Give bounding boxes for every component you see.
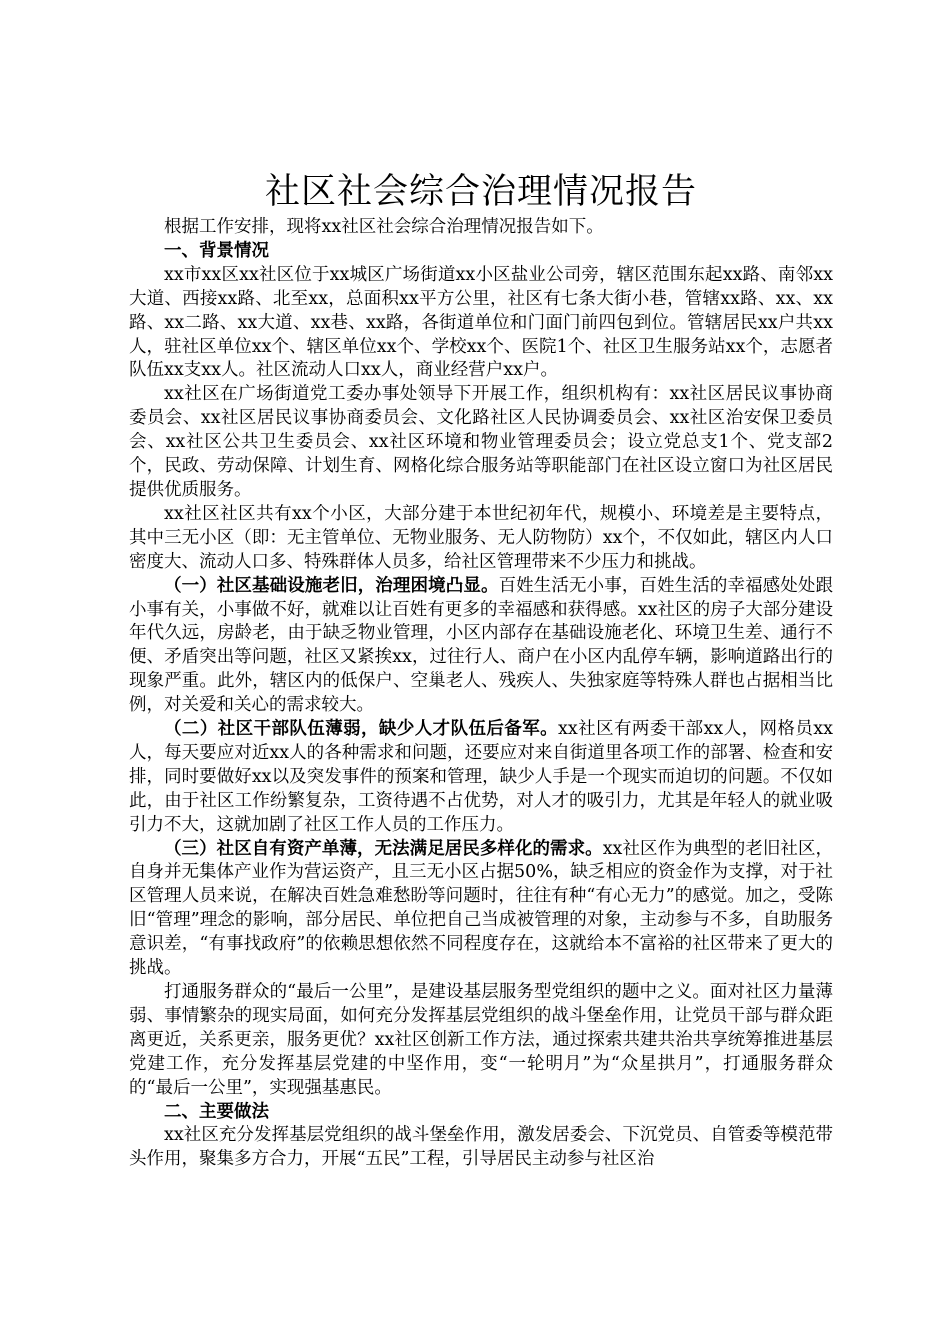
intro-paragraph: 根据工作安排，现将xx社区社会综合治理情况报告如下。 [164, 217, 604, 237]
document-page [129, 168, 833, 1172]
section-heading-main-practices: 二、主要做法 [164, 1101, 269, 1122]
paragraph-staffing [129, 718, 833, 838]
paragraph-lead-infrastructure: （一）社区基础设施老旧，治理困境凸显。 [164, 575, 499, 596]
paragraph-lead-staffing: （二）社区干部队伍薄弱，缺少人才队伍后备军。 [164, 719, 559, 740]
section-heading-background: 一、背景情况 [164, 240, 269, 261]
paragraph-organization: xx社区在广场街道党工委办事处领导下开展工作，组织机构有：xx社区居民议事协商委员会、xx社区居民议事协商委员会、文化路社区人民协调委员会、xx社区治安保卫委员会、xx社区公共卫生委员会、xx社区环境和物业管理委员会；设立党总支1个、党支部2个，民政、劳动保障、计划生育、网格化综合服务站等职能部门在社区设立窗口为社区居民提供优质服务。 [129, 384, 833, 500]
paragraph-lead-assets: （三）社区自有资产单薄，无法满足居民多样化的需求。 [164, 838, 603, 859]
paragraph-last-mile: 打通服务群众的“最后一公里”，是建设基层服务型党组织的题中之义。面对社区力量薄弱、事情繁杂的现实局面，如何充分发挥基层党组织的战斗堡垒作用，让党员干部与群众距离更近，关系更亲，服务更优？xx社区创新工作方法，通过探索共建共治共享统筹推进基层党建工作，充分发挥基层党建的中坚作用，变“一轮明月”为“众星拱月”，打通服务群众的“最后一公里”，实现强基惠民。 [129, 982, 833, 1098]
paragraph-community-overview: xx市xx区xx社区位于xx城区广场街道xx小区盐业公司旁，辖区范围东起xx路、南邻xx大道、西接xx路、北至xx，总面积xx平方公里，社区有七条大街小巷，管辖xx路、xx、xx路、xx二路、xx大道、xx巷、xx路，各街道单位和门面门前四包到位。管辖居民xx户共xx人，驻社区单位xx个、辖区单位xx个、学校xx个、医院1个、社区卫生服务站xx个，志愿者队伍xx支xx人。社区流动人口xx人，商业经营户xx户。 [129, 264, 833, 381]
paragraph-residential-areas: xx社区社区共有xx个小区，大部分建于本世纪初年代，规模小、环境差是主要特点，其中三无小区（即：无主管单位、无物业服务、无人防物防）xx个，不仅如此，辖区内人口密度大、流动人口多、特殊群体人员多，给社区管理带来不少压力和挑战。 [129, 503, 833, 572]
paragraph-main-practices: xx社区充分发挥基层党组织的战斗堡垒作用，激发居委会、下沉党员、自管委等模范带头作用，聚集多方合力，开展“五民”工程，引导居民主动参与社区治 [129, 1125, 833, 1170]
paragraph-body-staffing: xx社区有两委干部xx人，网格员xx人，每天要应对近xx人的各种需求和问题，还要应对来自街道里各项工作的部署、检查和安排，同时要做好xx以及突发事件的预案和管理，缺少人手是一个现实而迫切的问题。不仅如此，由于社区工作纷繁复杂，工资待遇不占优势，对人才的吸引力，尤其是年轻人的就业吸引力不大，这就加剧了社区工作人员的工作压力。 [129, 719, 833, 835]
paragraph-body-infrastructure: 百姓生活无小事，百姓生活的幸福感处处跟小事有关，小事做不好，就难以让百姓有更多的幸福感和获得感。xx社区的房子大部分建设年代久远，房龄老，由于缺乏物业管理，小区内部存在基础设施老化、环境卫生差、通行不便、矛盾突出等问题，社区又紧挨xx，过往行人、商户在小区内乱停车辆，影响道路出行的现象严重。此外，辖区内的低保户、空巢老人、残疾人、失独家庭等特殊人群也占据相当比例，对关爱和关心的需求较大。 [129, 575, 834, 716]
paragraph-assets [129, 838, 833, 981]
paragraph-infrastructure [129, 575, 833, 718]
document-title: 社区社会综合治理情况报告 [264, 172, 697, 212]
paragraph-body-assets: xx社区作为典型的老旧社区，自身并无集体产业作为营运资产，且三无小区占据50%，缺乏相应的资金作为支撑，对于社区管理人员来说，在解决百姓急难愁盼等问题时，往往有种“有心无力”的感觉。加之，受陈旧“管理”理念的影响，部分居民、单位把自己当成被管理的对象，主动参与不多，自助服务意识差，“有事找政府”的依赖思想依然不同程度存在，这就给本不富裕的社区带来了更大的挑战。 [129, 838, 833, 979]
